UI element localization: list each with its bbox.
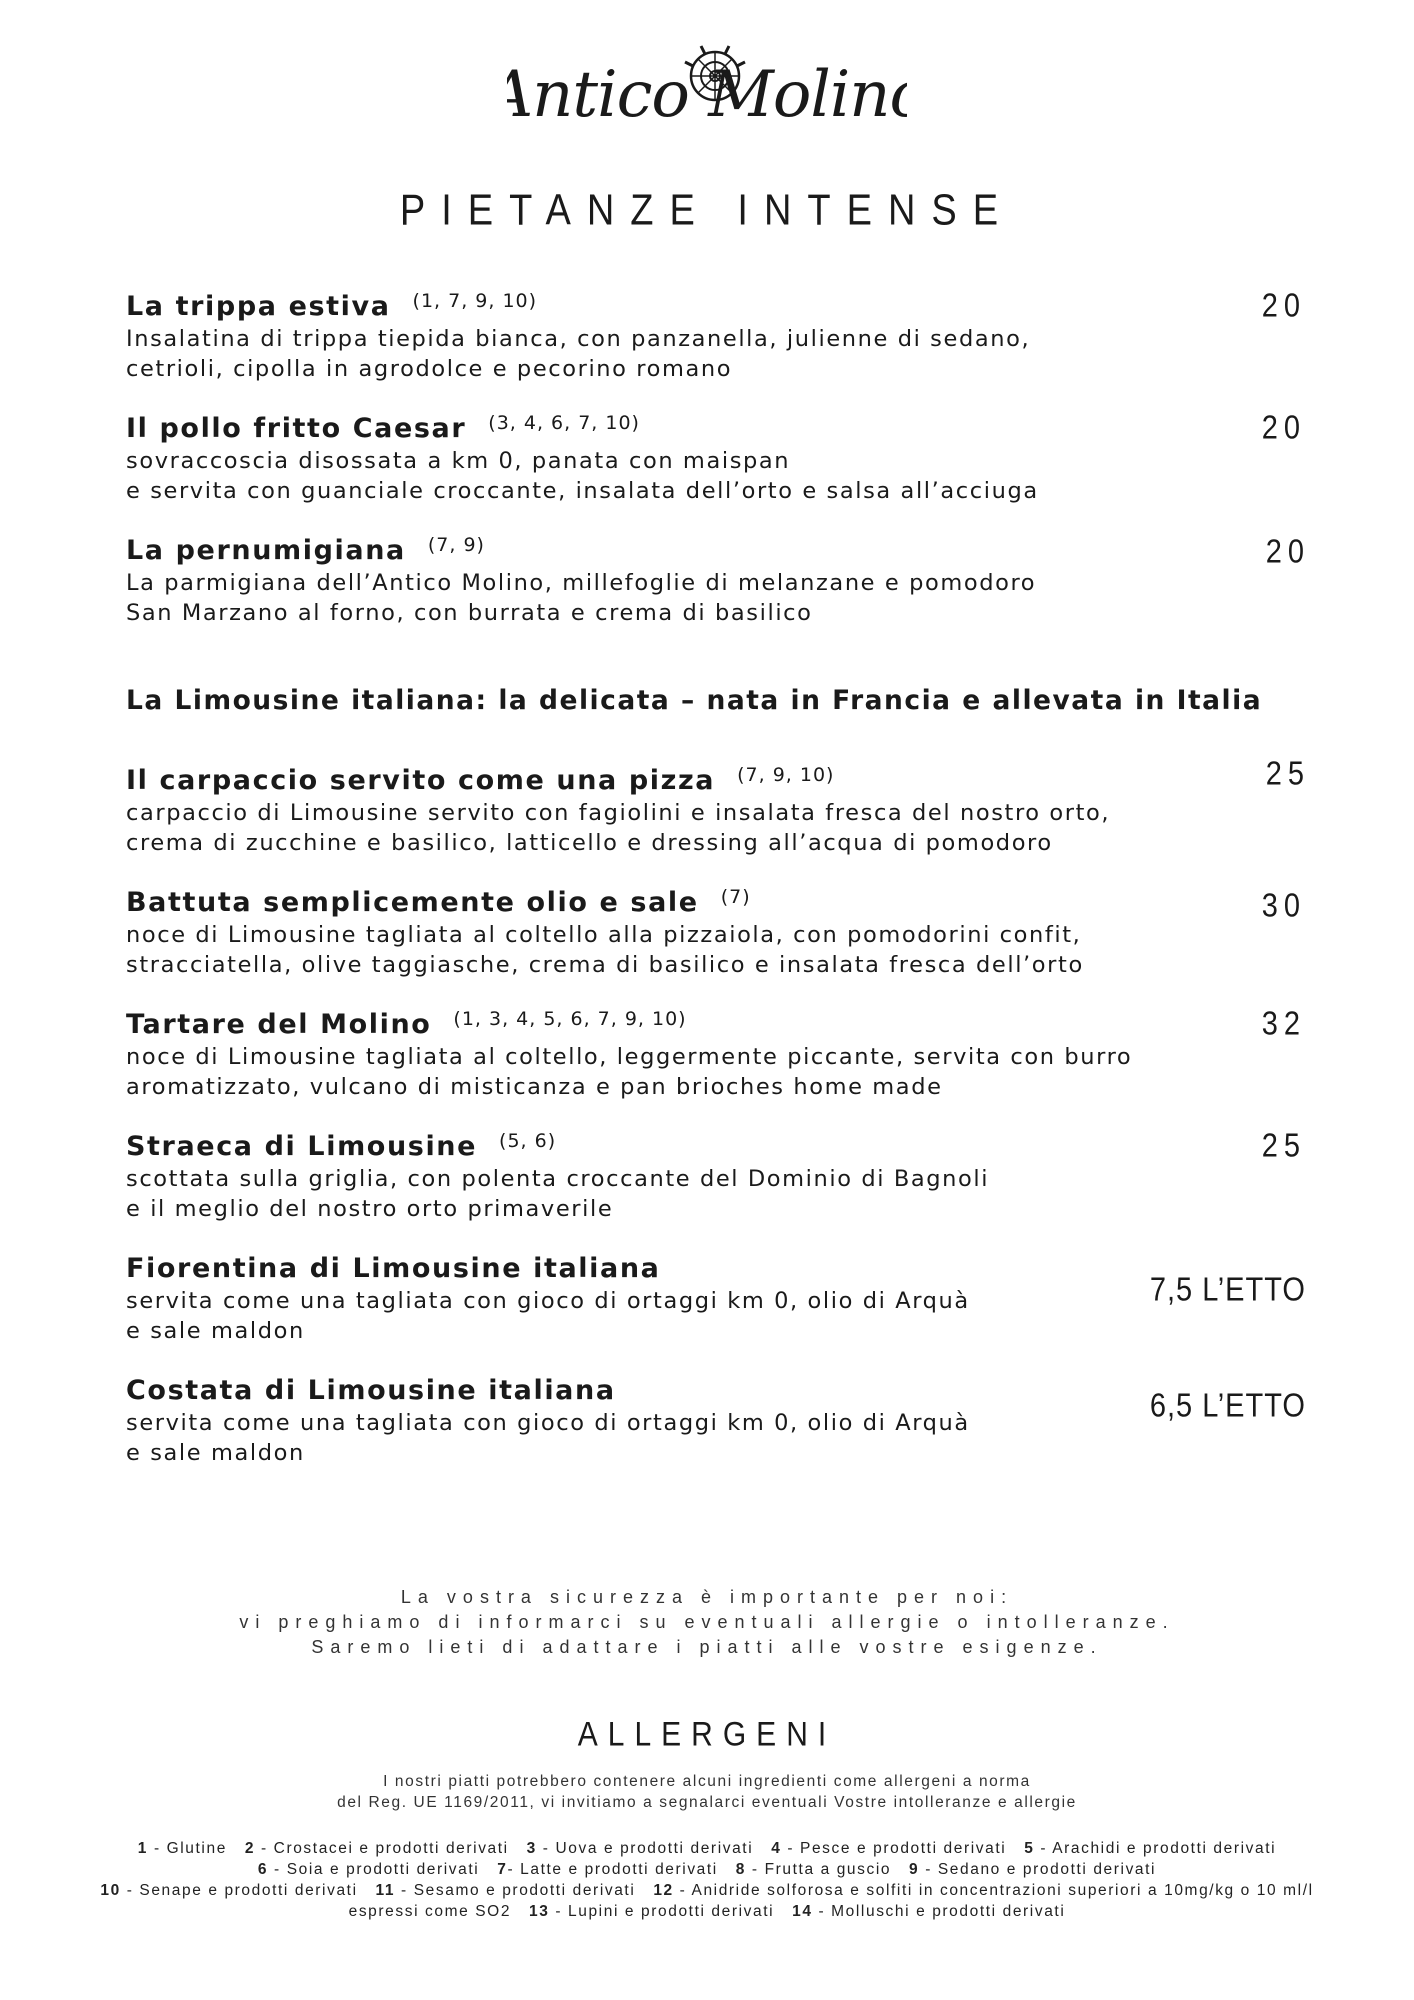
item-description: Insalatina di trippa tiepida bianca, con panzanella, julienne di sedano, <box>126 326 1031 352</box>
item-allergens: (7) <box>720 886 751 908</box>
allergen-separator: - <box>781 1840 800 1857</box>
item-name: Il carpaccio servito come una pizza <box>126 765 716 796</box>
notice-line: Saremo lieti di adattare i piatti alle vostre esigenze. <box>311 1637 1103 1657</box>
allergen-separator: - <box>395 1882 414 1899</box>
allergen-line <box>40 1859 1374 1880</box>
allergen-intro-line: del Reg. UE 1169/2011, vi invitiamo a segnalarci eventuali Vostre intolleranze e allergie <box>337 1794 1077 1811</box>
item-price: 6,5 L’ETTO <box>1149 1387 1306 1425</box>
allergen-label: Pesce e prodotti derivati <box>800 1840 1007 1857</box>
menu-item <box>126 886 1306 980</box>
allergen-separator: - <box>148 1840 167 1857</box>
item-allergens: (7, 9) <box>427 534 485 556</box>
allergen-line <box>40 1880 1374 1901</box>
item-description: e sale maldon <box>126 1440 305 1466</box>
item-description: aromatizzato, vulcano di misticanza e pan brioches home made <box>126 1074 943 1100</box>
menu-item <box>126 755 1310 858</box>
allergen-entry <box>792 1903 1065 1920</box>
item-description: cetrioli, cipolla in agrodolce e pecorino romano <box>126 356 733 382</box>
allergen-number: 2 <box>244 1840 256 1857</box>
allergen-intro-line: I nostri piatti potrebbero contenere alcuni ingredienti come allergeni a norma <box>383 1773 1031 1790</box>
item-description: noce di Limousine tagliata al coltello alla pizzaiola, con pomodorini confit, <box>126 922 1082 948</box>
item-allergens: (3, 4, 6, 7, 10) <box>488 412 640 434</box>
item-description: e servita con guanciale croccante, insalata dell’orto e salsa all’acciuga <box>126 478 1039 504</box>
section-title: PIETANZE INTENSE <box>399 186 1015 236</box>
allergen-label: Glutine <box>166 1840 227 1857</box>
notice-line: La vostra sicurezza è importante per noi: <box>400 1587 1014 1607</box>
allergen-separator: - <box>536 1840 556 1857</box>
allergen-separator: - <box>549 1903 569 1920</box>
item-price: 20 <box>1265 533 1310 571</box>
item-name: La trippa estiva <box>126 291 391 322</box>
allergen-label: espressi come SO2 <box>348 1903 512 1920</box>
allergen-label: Molluschi e prodotti derivati <box>831 1903 1066 1920</box>
allergen-separator: - <box>919 1861 938 1878</box>
allergen-entry <box>138 1840 227 1857</box>
allergen-intro <box>0 1771 1414 1813</box>
notice-line: vi preghiamo di informarci su eventuali allergie o intolleranze. <box>239 1612 1175 1632</box>
allergen-number: 12 <box>653 1882 674 1899</box>
allergen-entry <box>100 1882 357 1899</box>
allergen-number: 11 <box>375 1882 396 1899</box>
item-price: 32 <box>1261 1005 1306 1043</box>
item-name: Costata di Limousine italiana <box>126 1375 616 1406</box>
item-description: stracciatella, olive taggiasche, crema di basilico e insalata fresca dell’orto <box>126 952 1084 978</box>
allergen-separator: - <box>268 1861 287 1878</box>
allergen-separator: - <box>746 1861 765 1878</box>
item-name: Battuta semplicemente olio e sale <box>126 887 699 918</box>
safety-notice <box>0 1585 1414 1660</box>
allergen-entry <box>258 1861 479 1878</box>
allergen-title: ALLERGENI <box>577 1715 837 1754</box>
allergen-entry <box>653 1882 1313 1899</box>
allergen-label: Soia e prodotti derivati <box>286 1861 480 1878</box>
item-allergens: (7, 9, 10) <box>737 764 835 786</box>
allergen-separator: - <box>1034 1840 1053 1857</box>
allergen-line <box>40 1838 1374 1859</box>
item-price: 30 <box>1261 887 1306 925</box>
allergen-entry <box>736 1861 891 1878</box>
item-name: La pernumigiana <box>126 535 406 566</box>
menu-item <box>126 1127 1306 1224</box>
item-price: 20 <box>1261 287 1306 325</box>
allergen-separator: - <box>673 1882 692 1899</box>
allergen-label: Crostacei e prodotti derivati <box>273 1840 509 1857</box>
menu-item <box>126 1252 1306 1346</box>
allergen-label: Lupini e prodotti derivati <box>568 1903 775 1920</box>
item-description: servita come una tagliata con gioco di ortaggi km 0, olio di Arquà <box>126 1410 970 1436</box>
menu-item <box>126 1005 1306 1102</box>
item-price: 7,5 L’ETTO <box>1149 1271 1306 1309</box>
item-description: La parmigiana dell’Antico Molino, millefoglie di melanzane e pomodoro <box>126 570 1037 596</box>
allergen-entry <box>771 1840 1006 1857</box>
allergen-label: Anidride solforosa e solfiti in concentrazioni superiori a 10mg/kg o 10 ml/l <box>691 1882 1314 1899</box>
allergen-label: Uova e prodotti derivati <box>555 1840 754 1857</box>
allergen-number: 5 <box>1024 1840 1035 1857</box>
item-description: servita come una tagliata con gioco di ortaggi km 0, olio di Arquà <box>126 1288 970 1314</box>
allergen-separator: - <box>812 1903 832 1920</box>
item-name: Fiorentina di Limousine italiana <box>126 1253 661 1284</box>
item-allergens: (1, 7, 9, 10) <box>412 290 538 312</box>
allergen-label: Latte e prodotti derivati <box>520 1861 718 1878</box>
allergen-label: Frutta a guscio <box>764 1861 892 1878</box>
allergen-entry <box>529 1903 774 1920</box>
allergen-label: Sesamo e prodotti derivati <box>413 1882 636 1899</box>
item-description: scottata sulla griglia, con polenta croccante del Dominio di Bagnoli <box>126 1166 990 1192</box>
allergen-label: Senape e prodotti derivati <box>139 1882 358 1899</box>
allergen-entry <box>349 1903 511 1920</box>
allergen-label: Sedano e prodotti derivati <box>937 1861 1157 1878</box>
menu-item <box>126 287 1306 384</box>
allergen-list <box>40 1838 1374 1922</box>
item-allergens: (1, 3, 4, 5, 6, 7, 9, 10) <box>453 1008 687 1030</box>
allergen-label: Arachidi e prodotti derivati <box>1052 1840 1277 1857</box>
logo-text: Antico Molino <box>507 58 907 132</box>
logo <box>0 30 1414 140</box>
item-name: Straeca di Limousine <box>126 1131 478 1162</box>
allergen-entry <box>245 1840 509 1857</box>
item-price: 25 <box>1265 755 1310 793</box>
allergen-number: 13 <box>528 1903 550 1920</box>
allergen-number: 14 <box>792 1903 813 1920</box>
item-description: sovraccoscia disossata a km 0, panata con maispan <box>126 448 791 474</box>
allergen-line <box>40 1901 1374 1922</box>
allergen-number: 7 <box>497 1861 508 1878</box>
allergen-number: 1 <box>137 1840 149 1857</box>
menu-item <box>126 1374 1306 1468</box>
allergen-number: 6 <box>257 1861 269 1878</box>
allergen-separator: - <box>507 1861 521 1878</box>
item-description: e sale maldon <box>126 1318 305 1344</box>
allergen-number: 8 <box>735 1861 747 1878</box>
subheading: La Limousine italiana: la delicata – nata in Francia e allevata in Italia <box>126 685 1263 716</box>
menu-item <box>126 409 1306 506</box>
item-description: e il meglio del nostro orto primaverile <box>126 1196 614 1222</box>
item-price: 20 <box>1261 409 1306 447</box>
allergen-number: 3 <box>526 1840 537 1857</box>
allergen-number: 9 <box>909 1861 920 1878</box>
logo-mark <box>507 30 907 140</box>
allergen-entry <box>497 1861 718 1878</box>
allergen-entry <box>527 1840 754 1857</box>
menu-item <box>126 533 1310 628</box>
allergen-entry <box>376 1882 636 1899</box>
item-name: Il pollo fritto Caesar <box>126 413 467 444</box>
item-description: crema di zucchine e basilico, latticello e dressing all’acqua di pomodoro <box>126 830 1053 856</box>
item-description: carpaccio di Limousine servito con fagiolini e insalata fresca del nostro orto, <box>126 800 1111 826</box>
allergen-separator: - <box>255 1840 274 1857</box>
item-description: San Marzano al forno, con burrata e crema di basilico <box>126 600 813 626</box>
allergen-number: 10 <box>100 1882 121 1899</box>
allergen-entry <box>909 1861 1156 1878</box>
item-name: Tartare del Molino <box>126 1009 432 1040</box>
allergen-entry <box>1024 1840 1276 1857</box>
item-description: noce di Limousine tagliata al coltello, leggermente piccante, servita con burro <box>126 1044 1133 1070</box>
item-allergens: (5, 6) <box>499 1130 557 1152</box>
allergen-separator: - <box>120 1882 140 1899</box>
item-price: 25 <box>1261 1127 1306 1165</box>
allergen-number: 4 <box>771 1840 782 1857</box>
